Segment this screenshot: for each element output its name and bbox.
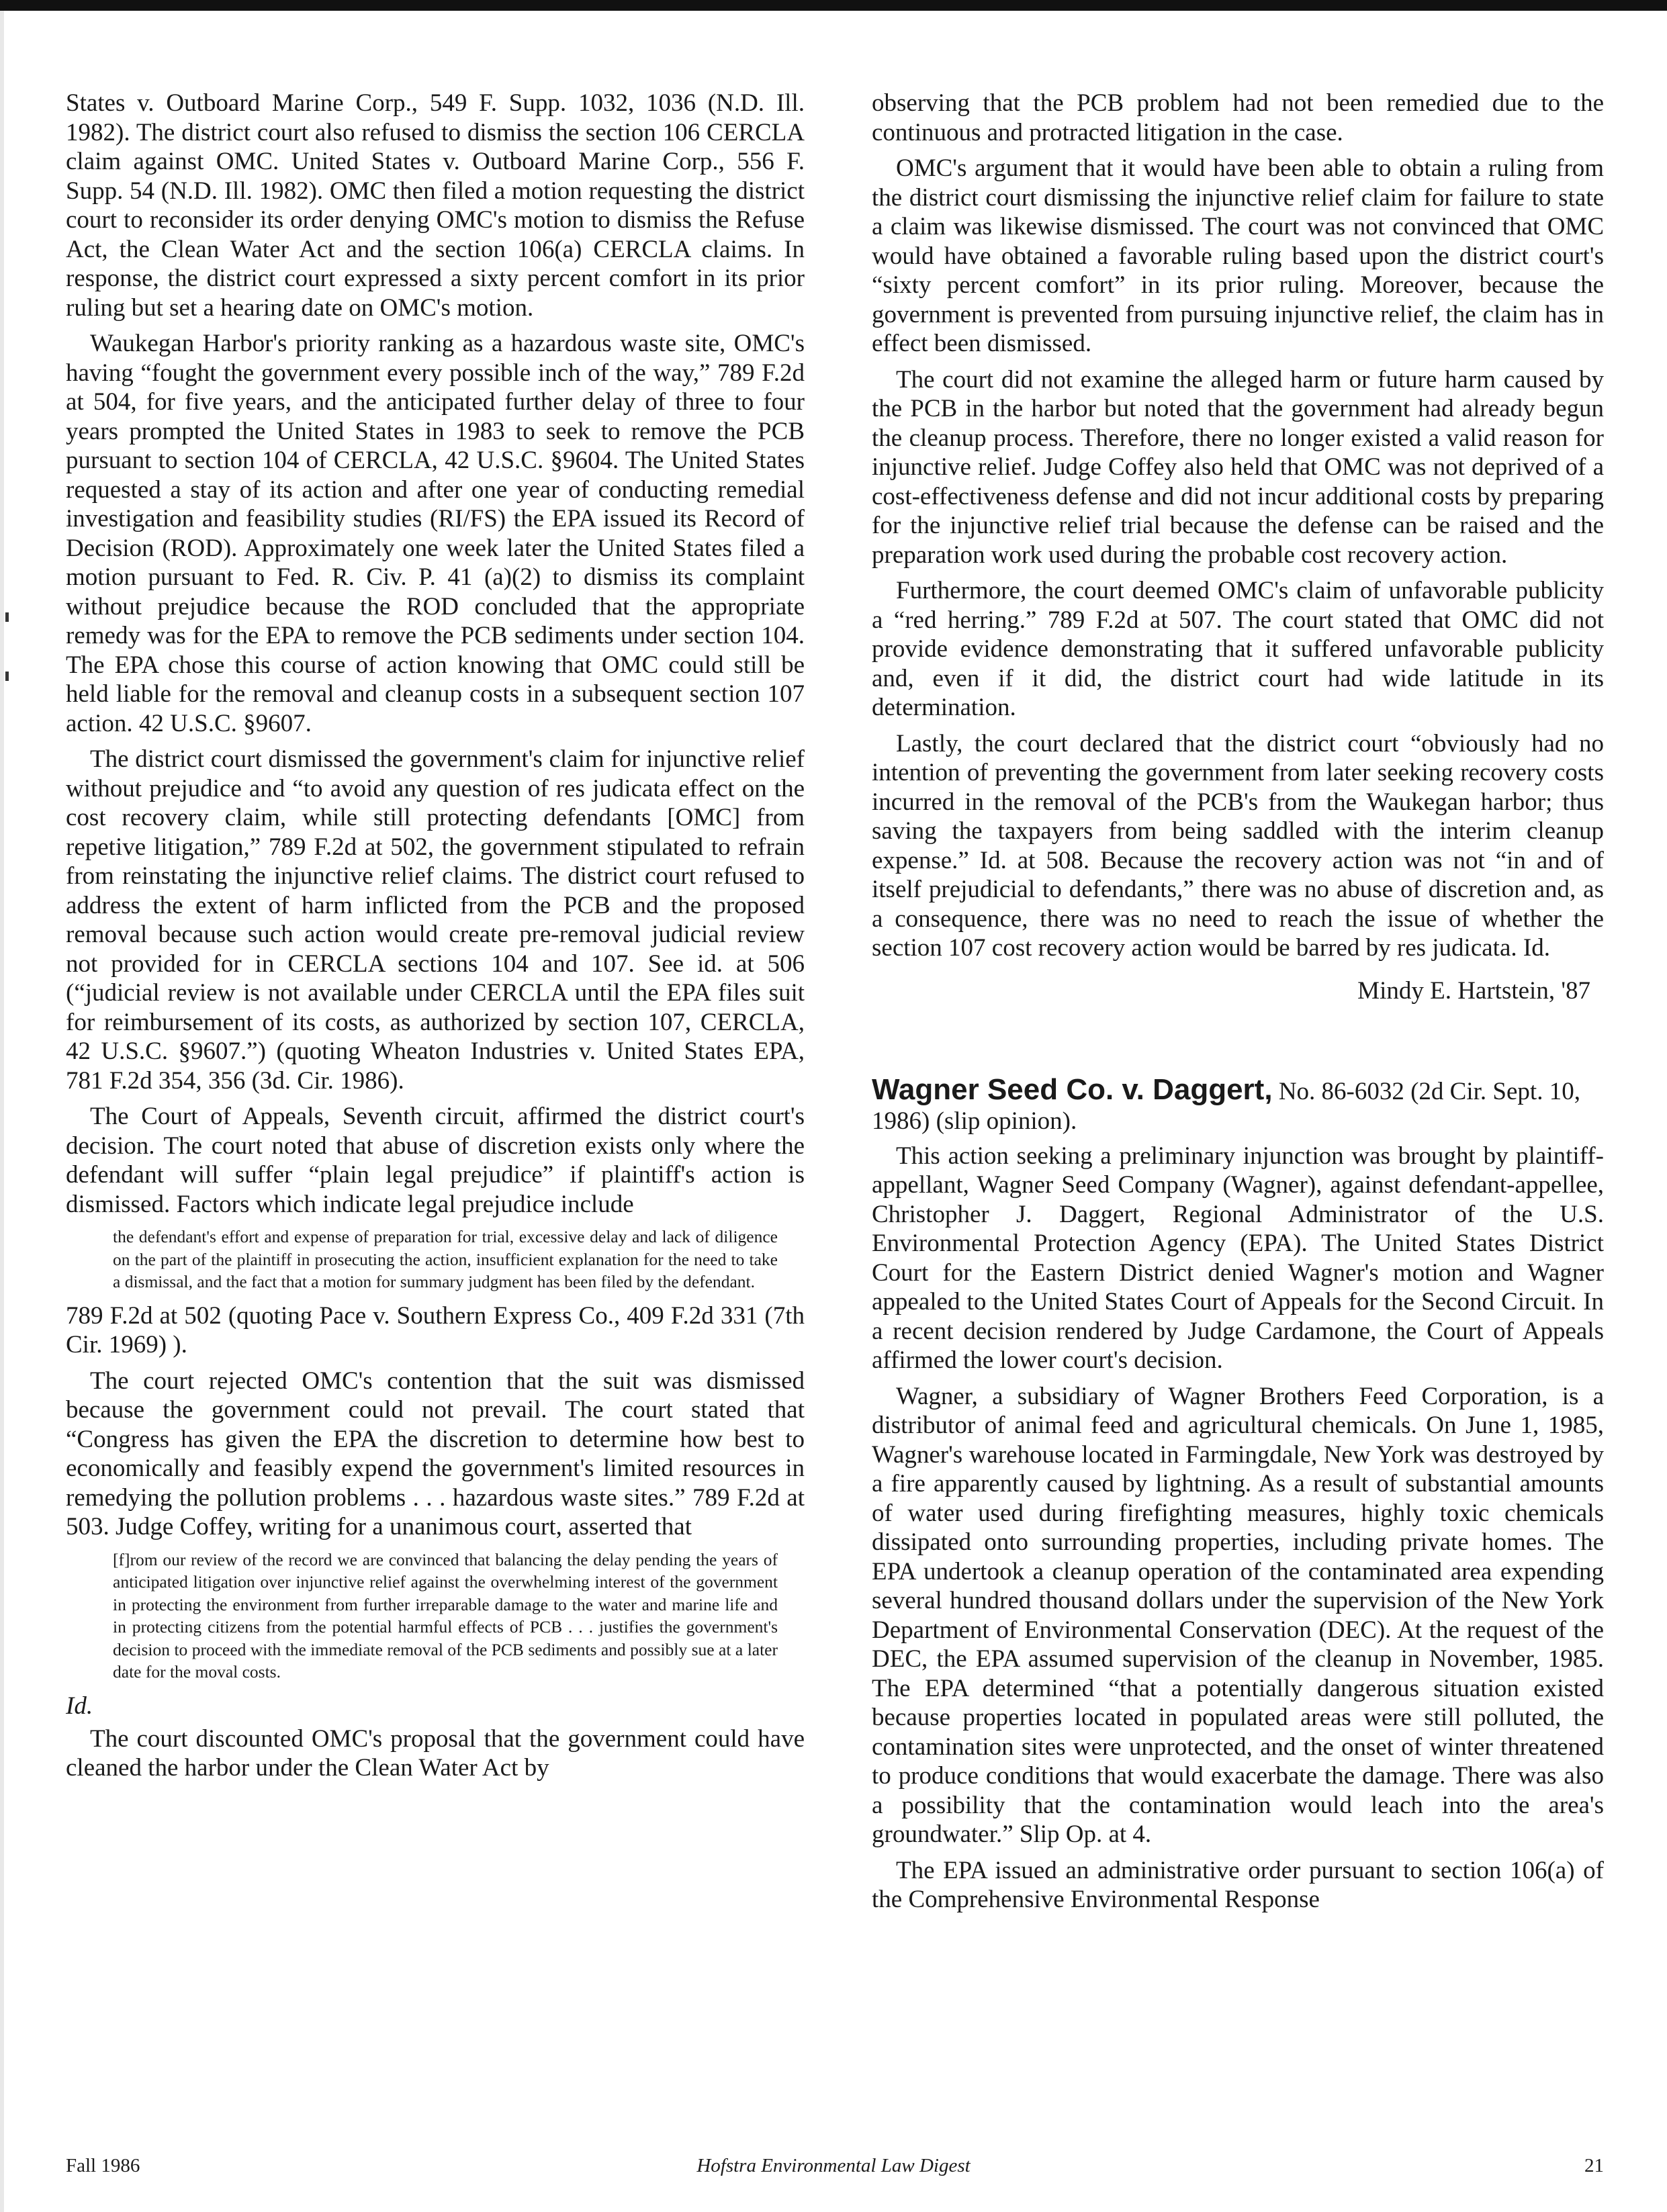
block-quote-2: [f]rom our review of the record we are convinced that balancing the delay pending the years of anticipated litigation over injunctive relief against the overwhelming interest of the government in protecting the environment from further irreparable damage to the water and marine life and in protecting citizens from the potential harmful effects of PCB . . . justifies the government's decision to proceed with the immediate removal of the PCB sediments and possibly sue at a later date for the moval costs. [113,1549,778,1681]
right-paragraph-8: The EPA issued an administrative order pursuant to section 106(a) of the Comprehensive Environmental Response [872,1856,1604,1913]
right-paragraph-4: Furthermore, the court deemed OMC's claim of unfavorable publicity a “red herring.” 789 F.2d at 507. The court stated that OMC did not provide evidence demonstrating that it suffered unfavorable publicity and, even if it did, the district court had wide latitude in its determination. [872,577,1604,721]
page-number: 21 [1584,2155,1604,2176]
id-citation: Id. [66,1692,93,1720]
left-column [66,89,805,1790]
author-signature: Mindy E. Hartstein, '87 [1357,976,1590,1005]
right-column [872,89,1604,1921]
right-paragraph-1: observing that the PCB problem had not been remedied due to the continuous and protracted litigation in the case. [872,89,1604,146]
left-paragraph-2: Waukegan Harbor's priority ranking as a hazardous waste site, OMC's having “fought the government every possible inch of the way,” 789 F.2d at 504, for five years, and the anticipated further delay of three to four years prompted the United States in 1983 to seek to remove the PCB pursuant to section 104 of CERCLA, 42 U.S.C. §9604. The United States requested a stay of its action and after one year of conducting remedial investigation and feasibility studies (RI/FS) the EPA issued its Record of Decision (ROD). Approximately one week later the United States filed a motion pursuant to Fed. R. Civ. P. 41 (a)(2) to dismiss its complaint without prejudice because the ROD concluded that the appropriate remedy was for the EPA to remove the PCB sediments under section 104. The EPA chose this course of action knowing that OMC could still be held liable for the removal and cleanup costs in a subsequent section 107 action. 42 U.S.C. §9607. [66,330,805,737]
top-border-rule [0,0,1667,11]
right-paragraph-3: The court did not examine the alleged harm or future harm caused by the PCB in the harbor but noted that the government had already begun the cleanup process. Therefore, there no longer existed a valid reason for injunctive relief. Judge Coffey also held that OMC was not deprived of a cost-effectiveness defense and did not incur additional costs by preparing for the injunctive relief trial because the defense can be raised and the preparation work used during the probable cost recovery action. [872,365,1604,569]
left-paragraph-4: The Court of Appeals, Seventh circuit, affirmed the district court's decision. The court noted that abuse of discretion exists only where the defendant will suffer “plain legal prejudice” if plaintiff's action is dismissed. Factors which indicate legal prejudice include [66,1103,805,1218]
case-heading [872,1072,1604,1136]
left-paragraph-7: The court discounted OMC's proposal that the government could have cleaned the harbor under the Clean Water Act by [66,1724,805,1782]
right-paragraph-2: OMC's argument that it would have been able to obtain a ruling from the district court dismissing the injunctive relief claim for failure to state a claim was likewise dismissed. The court was not convinced that OMC would have obtained a favorable ruling based upon the district court's “sixty percent comfort” in its prior ruling. Moreover, because the government is prevented from pursuing injunctive relief, the claim has in effect been dismissed. [872,154,1604,357]
right-paragraph-5: Lastly, the court declared that the district court “obviously had no intention of preventing the government from later seeking recovery costs incurred in the removal of the PCB's from the Waukegan harbor; thus saving the taxpayers from being saddled with the interim cleanup expense.” Id. at 508. Because the recovery action was not “in and of itself prejudicial to defendants,” there was no abuse of discretion and, as a consequence, there was no need to reach the issue of whether the section 107 cost recovery action would be barred by res judicata. Id. [872,729,1604,962]
left-paragraph-6: The court rejected OMC's contention that the suit was dismissed because the government could not prevail. The court stated that “Congress has given the EPA the discretion to determine how best to economically and feasibly expend the government's limited resources in remedying the pollution problems . . . hazardous waste sites.” 789 F.2d at 503. Judge Coffey, writing for a unanimous court, asserted that [66,1367,805,1540]
right-paragraph-7: Wagner, a subsidiary of Wagner Brothers Feed Corporation, is a distributor of animal feed and agricultural chemicals. On June 1, 1985, Wagner's warehouse located in Farmingdale, New York was destroyed by a fire apparently caused by lightning. As a result of substantial amounts of water used during firefighting measures, highly toxic chemicals dissipated onto surrounding properties, including private homes. The EPA undertook a cleanup operation of the contaminated area expending several hundred thousand dollars under the supervision of the New York Department of Environmental Conservation (DEC). At the request of the DEC, the EPA assumed supervision of the cleanup in November, 1985. The EPA determined “that a potentially dangerous situation existed because properties located in populated areas were still polluted, the contamination sites were unprotected, and the onset of winter threatened to produce conditions that would exacerbate the damage. There was also a possibility that the contamination would leach into the area's groundwater.” Slip Op. at 4. [872,1382,1604,1848]
margin-tick-mark [5,612,9,622]
right-paragraph-6: This action seeking a preliminary injunction was brought by plaintiff-appellant, Wagner Seed Company (Wagner), against defendant-appellee, Christopher J. Daggert, Regional Administrator of the U.S. Environmental Protection Agency (EPA). The United States District Court for the Eastern District denied Wagner's motion and Wagner appealed to the United States Court of Appeals for the Second Circuit. In a recent decision rendered by Judge Cardamone, the Court of Appeals affirmed the lower court's decision. [872,1142,1604,1374]
left-paragraph-1: States v. Outboard Marine Corp., 549 F. Supp. 1032, 1036 (N.D. Ill. 1982). The district court also refused to dismiss the section 106 CERCLA claim against OMC. United States v. Outboard Marine Corp., 556 F. Supp. 54 (N.D. Ill. 1982). OMC then filed a motion requesting the district court to reconsider its order denying OMC's motion to dismiss the Refuse Act, the Clean Water Act and the section 106(a) CERCLA claims. In response, the district court expressed a sixty percent comfort in its prior ruling but set a hearing date on OMC's motion. [66,89,805,322]
case-citation: No. 86-6032 (2d Cir. Sept. 10, 1986) (slip opinion). [872,1077,1580,1135]
case-title: Wagner Seed Co. v. Daggert, [872,1072,1273,1106]
left-paragraph-3: The district court dismissed the government's claim for injunctive relief without prejudice and “to avoid any question of res judicata effect on the cost recovery claim, while still protecting defendants [OMC] from repetive litigation,” 789 F.2d at 502, the government stipulated to refrain from reinstating the injunctive relief claims. The district court refused to address the extent of harm inflicted from the PCB and the proposed removal because such action would create pre-removal judicial review not provided for in CERCLA sections 104 and 107. See id. at 506 (“judicial review is not available under CERCLA until the EPA files suit for reimbursement of its costs, as authorized by section 107, CERCLA, 42 U.S.C. §9607.”) (quoting Wheaton Industries v. United States EPA, 781 F.2d 354, 356 (3d. Cir. 1986). [66,745,805,1095]
footer-publication: Hofstra Environmental Law Digest [696,2155,971,2176]
footer-issue: Fall 1986 [66,2155,140,2176]
block-quote-1: the defendant's effort and expense of preparation for trial, excessive delay and lack of diligence on the part of the plaintiff in prosecuting the action, insufficient explanation for the need to take a dismissal, and the fact that a motion for summary judgment has been filed by the defendant. [113,1227,778,1291]
page-edge-shadow [0,11,4,2212]
margin-tick-mark [5,672,9,681]
left-paragraph-5: 789 F.2d at 502 (quoting Pace v. Southern Express Co., 409 F.2d 331 (7th Cir. 1969) ). [66,1301,805,1358]
